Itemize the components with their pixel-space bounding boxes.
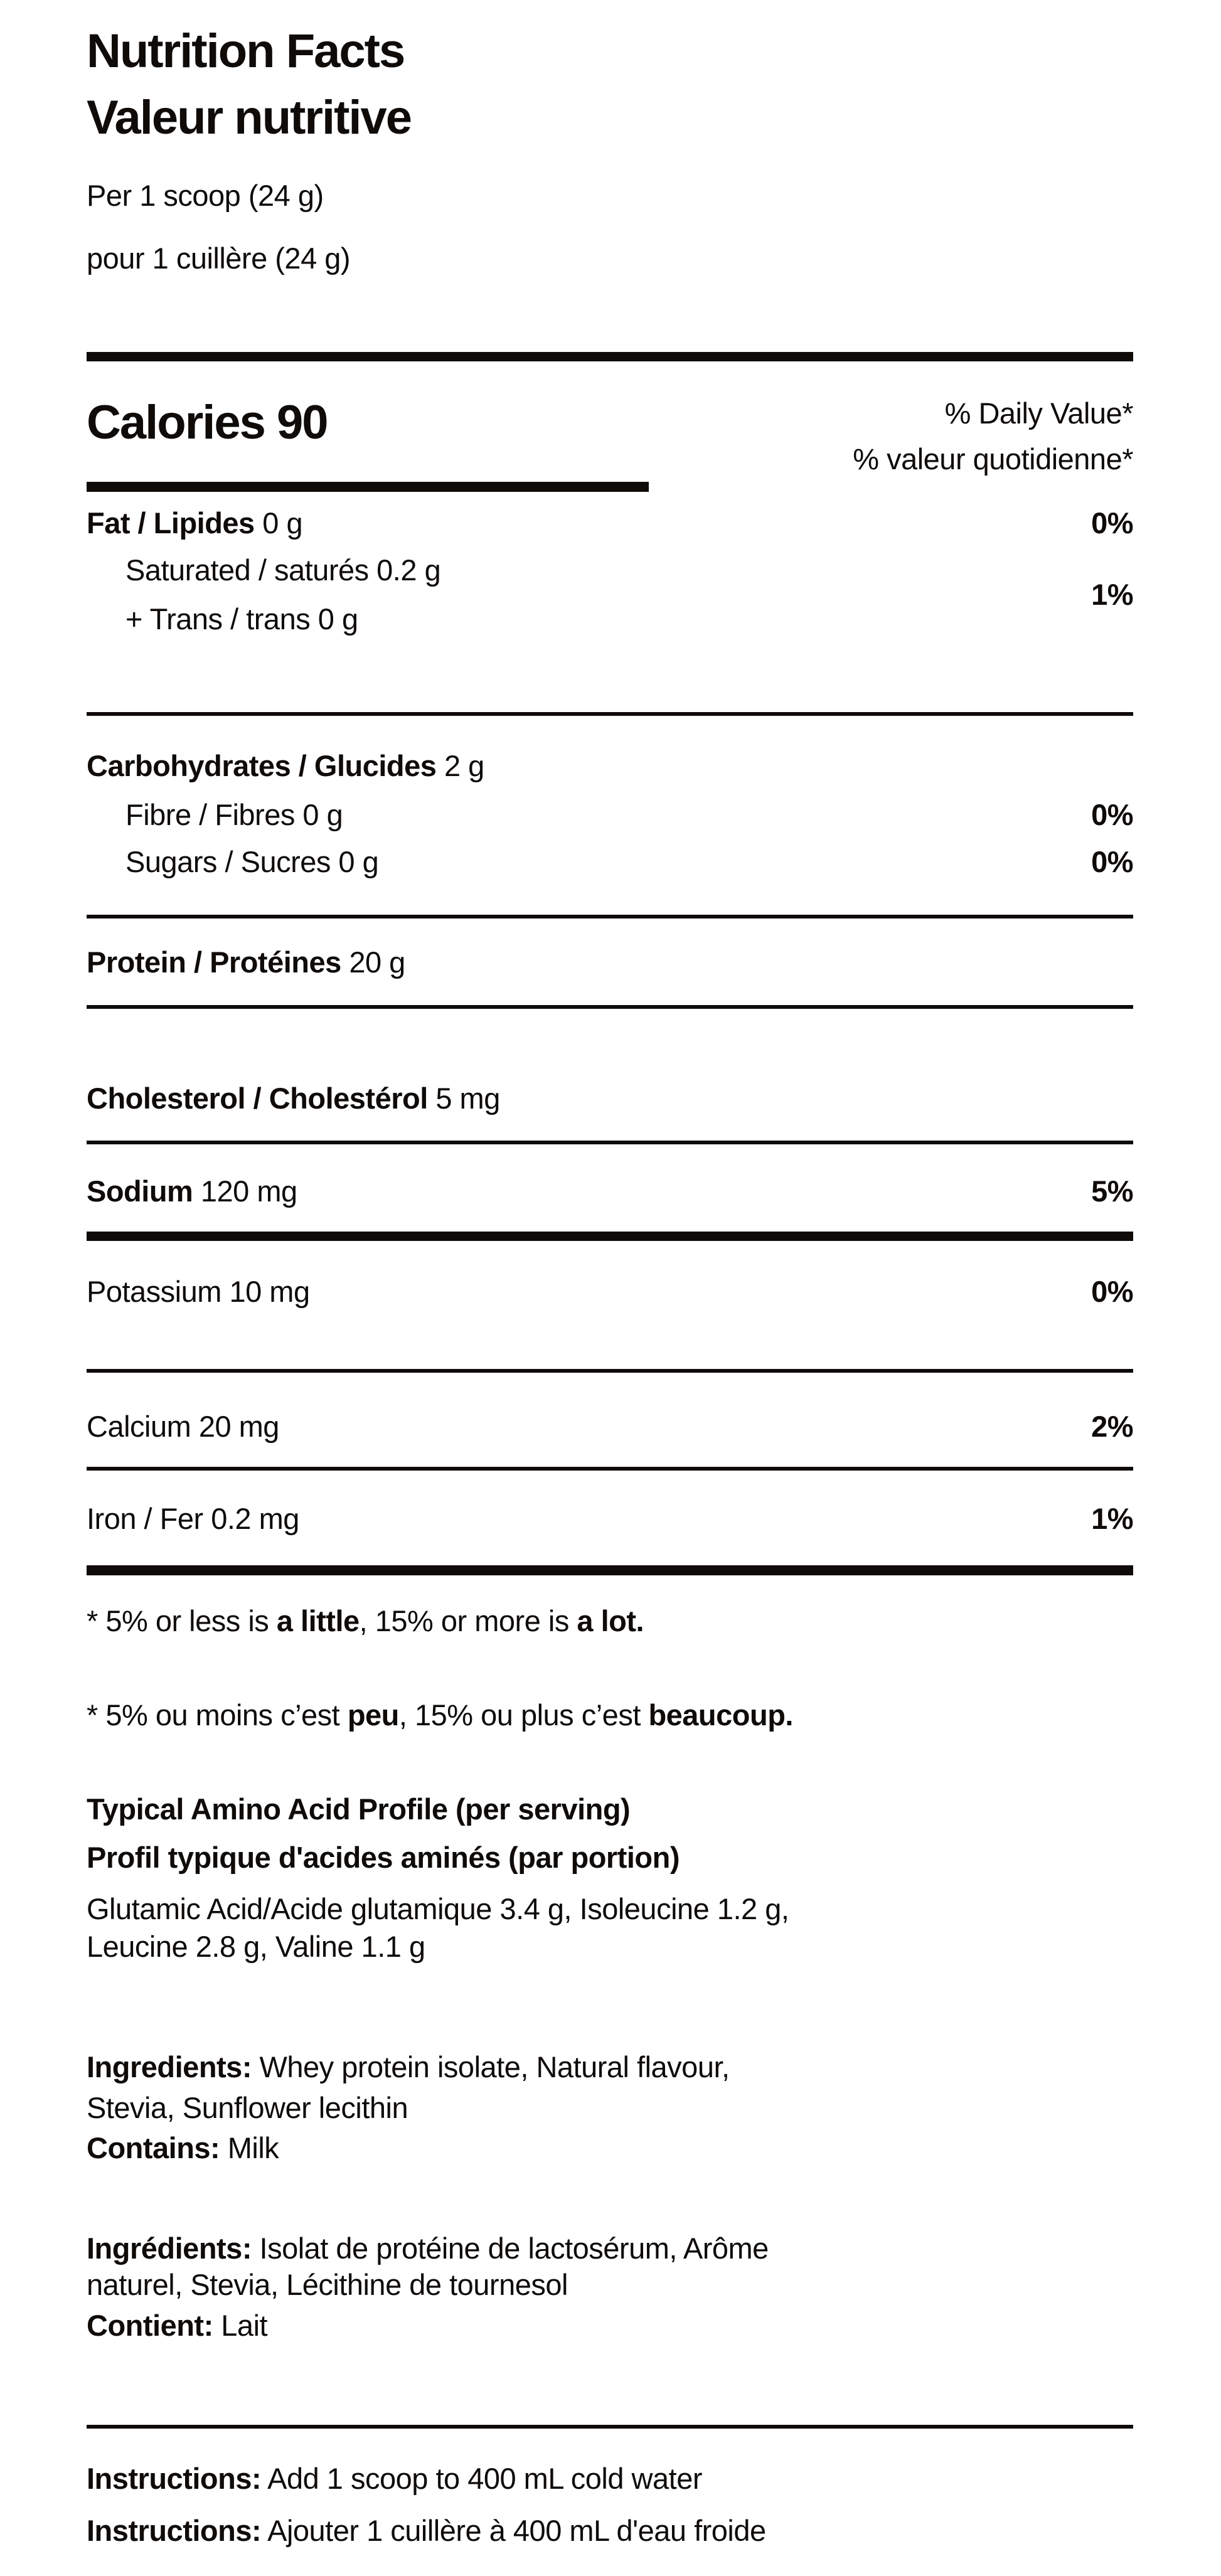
ingredients-french: [87, 2230, 1133, 2303]
amino-profile-title-english: Typical Amino Acid Profile (per serving): [87, 1792, 631, 1826]
nutrient-group-labels: [87, 555, 440, 634]
divider: [87, 915, 1133, 918]
nutrient-row-saturated: Saturated / saturés 0.2 g: [125, 553, 441, 587]
serving-size-french: pour 1 cuillère (24 g): [87, 242, 351, 275]
daily-value-percent: 5%: [1091, 1174, 1133, 1208]
nutrient-label: Cholesterol / Cholestérol 5 mg: [87, 1082, 500, 1115]
nutrient-row-fibre: [87, 800, 1133, 829]
nutrient-label: Protein / Protéines 20 g: [87, 945, 405, 979]
daily-value-percent: 0%: [1091, 506, 1133, 540]
calories-row: [87, 390, 1133, 482]
ingredients-english-line-2: Stevia, Sunflower lecithin: [87, 2091, 408, 2124]
nutrient-row-sodium: [87, 1176, 1133, 1206]
daily-value-percent: 1%: [1091, 1502, 1133, 1535]
nutrient-row-carbohydrates: [87, 751, 1133, 780]
daily-value-percent: 0%: [1091, 845, 1133, 878]
nutrient-row-protein: [87, 947, 1133, 977]
contient-statement: Contient: Lait: [87, 2309, 268, 2342]
nutrient-label: Sugars / Sucres 0 g: [125, 845, 379, 878]
amino-profile-line-1: Glutamic Acid/Acide glutamique 3.4 g, Isoleucine 1.2 g,: [87, 1892, 789, 1925]
nutrient-label: Sodium 120 mg: [87, 1174, 297, 1208]
amino-profile-line-2: Leucine 2.8 g, Valine 1.1 g: [87, 1930, 425, 1963]
thick-divider-top: [87, 352, 1133, 361]
ingredients-french-line-1: Ingrédients: Isolat de protéine de lactosérum, Arôme: [87, 2232, 769, 2265]
title-french: Valeur nutritive: [87, 91, 412, 144]
divider: [87, 1369, 1133, 1373]
contains-statement: Contains: Milk: [87, 2131, 279, 2164]
title-english: Nutrition Facts: [87, 24, 405, 78]
ingredients-french-line-2: naturel, Stevia, Lécithine de tournesol: [87, 2268, 568, 2301]
nutrient-row-fat: [87, 508, 1133, 538]
nutrient-label: Fat / Lipides 0 g: [87, 506, 303, 540]
footnote-english: * 5% or less is a little, 15% or more is a lot.: [87, 1604, 644, 1637]
nutrient-label: Calcium 20 mg: [87, 1410, 279, 1443]
divider: [87, 1005, 1133, 1009]
nutrient-label: Potassium 10 mg: [87, 1275, 310, 1308]
calories-underline-bar: [87, 482, 649, 492]
nutrient-label: Iron / Fer 0.2 mg: [87, 1502, 299, 1535]
divider: [87, 712, 1133, 716]
daily-value-percent: 0%: [1091, 1275, 1133, 1308]
instructions-french: Instructions: Ajouter 1 cuillère à 400 mL d'eau froide: [87, 2514, 766, 2547]
calories-value: Calories 90: [87, 396, 328, 449]
nutrient-row-trans: + Trans / trans 0 g: [125, 602, 358, 636]
nutrient-row-calcium: [87, 1412, 1133, 1441]
divider: [87, 1467, 1133, 1471]
amino-profile-values: [87, 1890, 1133, 1966]
nutrient-row-cholesterol: [87, 1083, 1133, 1113]
daily-value-percent: 0%: [1091, 798, 1133, 831]
nutrient-group-saturated-trans: [87, 555, 1133, 634]
nutrient-label: Fibre / Fibres 0 g: [125, 798, 343, 831]
divider: [87, 1141, 1133, 1144]
thick-divider-sodium: [87, 1232, 1133, 1241]
daily-value-percent: 1%: [1091, 578, 1133, 611]
serving-size-english: Per 1 scoop (24 g): [87, 179, 324, 212]
thick-divider-bottom: [87, 1565, 1133, 1575]
nutrient-row-potassium: [87, 1277, 1133, 1306]
daily-value-header: [853, 390, 1133, 482]
instructions-english: Instructions: Add 1 scoop to 400 mL cold water: [87, 2462, 702, 2495]
ingredients-english: [87, 2046, 1133, 2128]
ingredients-english-line-1: Ingredients: Whey protein isolate, Natural flavour,: [87, 2050, 730, 2084]
daily-value-header-english: % Daily Value*: [944, 397, 1133, 430]
nutrient-label: Carbohydrates / Glucides 2 g: [87, 749, 484, 782]
footnote-french: * 5% ou moins c’est peu, 15% ou plus c’est beaucoup.: [87, 1698, 793, 1732]
amino-profile-title-french: Profil typique d'acides aminés (par portion): [87, 1841, 680, 1874]
nutrient-row-sugars: [87, 847, 1133, 876]
divider: [87, 2425, 1133, 2429]
nutrient-row-iron: [87, 1504, 1133, 1533]
daily-value-percent: 2%: [1091, 1410, 1133, 1443]
daily-value-header-french: % valeur quotidienne*: [853, 442, 1133, 476]
